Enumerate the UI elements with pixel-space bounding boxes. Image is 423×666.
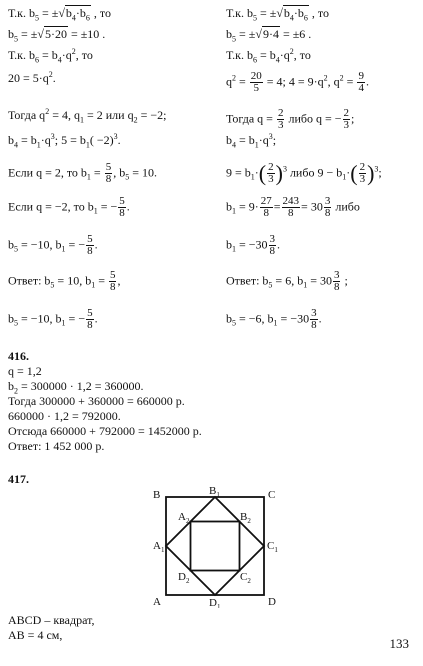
text: Тогда q bbox=[8, 108, 46, 122]
numerator: 20 bbox=[250, 70, 262, 82]
p416-line-2 bbox=[8, 379, 144, 396]
subscript: 6 bbox=[85, 13, 90, 23]
text: либо bbox=[335, 199, 360, 214]
text: = − bbox=[100, 199, 118, 214]
left-line-2: $b_5 = \pm√5\cdot 20 = \pm 10$ . bbox=[8, 27, 106, 44]
subscript: 1 bbox=[61, 244, 66, 254]
text: Ответ: b bbox=[226, 273, 269, 288]
superscript: 2 bbox=[232, 73, 236, 83]
fraction bbox=[269, 234, 277, 257]
text: , bbox=[117, 273, 121, 288]
subscript: 5 bbox=[34, 13, 39, 23]
right-line-2: $b_5 = \pm√9\cdot 4 = \pm 6$ . bbox=[226, 27, 312, 44]
text: q bbox=[226, 74, 232, 89]
fraction bbox=[343, 108, 351, 131]
left-line-4 bbox=[8, 71, 56, 85]
label-b2: $B_2$ bbox=[240, 511, 251, 525]
right-line-8 bbox=[226, 196, 360, 219]
right-line-11 bbox=[226, 308, 322, 331]
superscript: 3 bbox=[113, 132, 118, 141]
denominator: 8 bbox=[324, 207, 331, 219]
left-line-5 bbox=[8, 107, 167, 125]
p416-line-5: Отсюда 660000 + 792000 = 1452000 р. bbox=[8, 424, 202, 438]
text: b bbox=[226, 133, 232, 147]
denominator: 8 bbox=[119, 207, 125, 219]
subscript: 1 bbox=[91, 280, 96, 290]
denominator: 4 bbox=[358, 82, 364, 94]
text: ; bbox=[351, 111, 355, 126]
numerator: 2 bbox=[277, 107, 284, 119]
text: , то bbox=[293, 48, 311, 62]
subscript: 5 bbox=[252, 13, 257, 23]
text: = 6, b bbox=[275, 273, 304, 288]
numerator: 5 bbox=[119, 195, 125, 207]
text: = ±10 . bbox=[70, 27, 106, 41]
label-b: B bbox=[153, 489, 161, 501]
denominator: 3 bbox=[268, 173, 274, 185]
subscript: 2 bbox=[133, 115, 138, 125]
text: = ± bbox=[259, 6, 277, 20]
fraction bbox=[359, 162, 367, 185]
fraction bbox=[277, 108, 285, 131]
text: = bbox=[273, 199, 281, 214]
superscript: 3 bbox=[282, 164, 287, 174]
denominator: 8 bbox=[269, 245, 276, 257]
denominator: 8 bbox=[87, 319, 93, 331]
text: ( −2) bbox=[89, 133, 114, 147]
fraction bbox=[324, 196, 332, 219]
fraction bbox=[357, 71, 365, 94]
denominator: 8 bbox=[87, 245, 93, 257]
left-line-7 bbox=[8, 162, 157, 185]
text: Если q = −2, то b bbox=[8, 199, 94, 214]
text: , b bbox=[113, 165, 126, 180]
subscript: 1 bbox=[254, 140, 259, 150]
text: ; bbox=[344, 273, 348, 288]
p416-line-1: q = 1,2 bbox=[8, 364, 42, 378]
text: Если q = 2, то b bbox=[8, 165, 87, 180]
right-line-1: Т.к. $b_5 = \pm√b_4\cdot b_6$ , то bbox=[226, 6, 330, 23]
numerator: 3 bbox=[324, 195, 331, 207]
problem-title: 417. bbox=[8, 472, 29, 486]
subscript: 4 bbox=[14, 140, 18, 150]
text: , то bbox=[93, 6, 112, 20]
text: = 10, b bbox=[57, 273, 92, 288]
numerator: 3 bbox=[333, 269, 340, 281]
text: ·b bbox=[293, 6, 304, 20]
superscript: 2 bbox=[71, 47, 76, 56]
radicand: 5·20 bbox=[44, 27, 67, 41]
denominator: 8 bbox=[263, 207, 270, 219]
text: = b bbox=[21, 133, 37, 147]
text: = 300000 · 1,2 = 360000. bbox=[21, 379, 144, 393]
fraction bbox=[86, 234, 94, 257]
label-d1: $D_1$ bbox=[209, 597, 221, 608]
text: ·b bbox=[75, 6, 86, 20]
text: b bbox=[283, 6, 290, 20]
numerator: 5 bbox=[105, 161, 112, 173]
subscript: 1 bbox=[93, 206, 98, 216]
text: = −30 bbox=[280, 311, 310, 326]
denominator: 3 bbox=[277, 119, 284, 131]
p416-line-3: Тогда 300000 + 360000 = 660000 р. bbox=[8, 394, 185, 408]
fraction bbox=[267, 162, 275, 185]
text: 20 = 5·q bbox=[8, 71, 49, 85]
text: b bbox=[226, 199, 232, 214]
radicand bbox=[65, 5, 91, 23]
denominator: 8 bbox=[105, 173, 112, 185]
text: b bbox=[8, 379, 14, 393]
radicand: 9·4 bbox=[262, 27, 279, 41]
text: ·q bbox=[40, 133, 51, 147]
text: ; 5 = b bbox=[54, 133, 86, 147]
fraction bbox=[282, 196, 301, 219]
text: b bbox=[8, 27, 14, 41]
text: = −6, b bbox=[239, 311, 274, 326]
text: = 10. bbox=[132, 165, 157, 180]
left-line-9 bbox=[8, 234, 98, 257]
text: = −2; bbox=[140, 108, 167, 122]
fraction bbox=[109, 270, 117, 293]
numerator: 2 bbox=[343, 107, 350, 119]
subscript: 4 bbox=[275, 55, 280, 65]
left-paren: ( bbox=[350, 160, 358, 186]
text: b bbox=[8, 311, 14, 326]
left-line-10 bbox=[8, 270, 120, 293]
subscript: 2 bbox=[14, 386, 18, 396]
superscript: 2 bbox=[289, 47, 294, 56]
text: = − bbox=[68, 237, 86, 252]
text: . bbox=[117, 133, 121, 147]
text: , q bbox=[327, 74, 340, 89]
text: ·q bbox=[258, 133, 269, 147]
text: ; bbox=[272, 133, 277, 147]
radicand bbox=[283, 5, 309, 23]
numerator: 27 bbox=[260, 195, 272, 207]
denominator: 3 bbox=[343, 119, 350, 131]
text: · bbox=[254, 165, 259, 180]
text: b bbox=[226, 237, 232, 252]
text: = b bbox=[41, 48, 58, 62]
denominator: 8 bbox=[311, 319, 317, 331]
subscript: 4 bbox=[289, 13, 294, 23]
fraction bbox=[260, 196, 273, 219]
label-d: D bbox=[268, 596, 276, 608]
text: ·q bbox=[61, 48, 72, 62]
right-line-5 bbox=[226, 108, 354, 131]
text: = bbox=[239, 74, 246, 89]
text: . bbox=[277, 237, 281, 252]
subscript: 1 bbox=[303, 280, 308, 290]
subscript: 4 bbox=[232, 140, 236, 150]
denominator: 5 bbox=[253, 82, 260, 94]
subscript: 5 bbox=[50, 280, 55, 290]
text: = −10, b bbox=[21, 311, 62, 326]
denominator: 3 bbox=[359, 173, 366, 185]
subscript: 5 bbox=[232, 318, 236, 328]
text: = ±6 . bbox=[282, 27, 312, 41]
subscript: 1 bbox=[85, 140, 90, 150]
right-paren: ) bbox=[275, 160, 283, 186]
p417-line-2: AB = 4 см, bbox=[8, 628, 63, 642]
right-line-10 bbox=[226, 270, 348, 293]
right-paren: ) bbox=[367, 160, 375, 186]
numerator: 243 bbox=[282, 195, 300, 207]
text: . bbox=[94, 311, 98, 326]
fraction bbox=[86, 308, 94, 331]
text: ; bbox=[378, 165, 382, 180]
square-a2b2c2d2 bbox=[191, 522, 240, 571]
denominator: 8 bbox=[333, 281, 340, 293]
numerator: 5 bbox=[87, 307, 93, 319]
p417-line-1: ABCD – квадрат, bbox=[8, 613, 95, 627]
subscript: 6 bbox=[34, 55, 39, 65]
subscript: 6 bbox=[252, 55, 257, 65]
right-line-4 bbox=[226, 71, 369, 94]
subscript: 1 bbox=[61, 318, 66, 328]
subscript: 1 bbox=[273, 318, 278, 328]
text: 9 = b bbox=[226, 165, 251, 180]
text: = 9· bbox=[239, 199, 259, 214]
subscript: 4 bbox=[71, 13, 76, 23]
text: , то bbox=[75, 48, 93, 62]
subscript: 5 bbox=[232, 34, 236, 44]
fraction bbox=[310, 308, 318, 331]
label-a: A bbox=[153, 596, 161, 608]
text: Т.к. b bbox=[226, 48, 253, 62]
page-number: 133 bbox=[389, 636, 409, 651]
text: = ± bbox=[41, 6, 59, 20]
subscript: 1 bbox=[232, 244, 236, 254]
subscript: 6 bbox=[303, 13, 308, 23]
left-line-3 bbox=[8, 47, 93, 65]
text: . bbox=[126, 199, 130, 214]
text: = −10, b bbox=[21, 237, 62, 252]
fraction bbox=[118, 196, 126, 219]
subscript: 5 bbox=[268, 280, 273, 290]
label-b1: $B_1$ bbox=[209, 485, 220, 499]
left-paren: ( bbox=[258, 160, 267, 186]
text: = 30 bbox=[301, 199, 323, 214]
text: = bbox=[346, 74, 354, 89]
subscript: 1 bbox=[250, 172, 255, 182]
subscript: 1 bbox=[86, 172, 91, 182]
text: , то bbox=[311, 6, 330, 20]
text: = b bbox=[239, 133, 255, 147]
label-c2: $C_2$ bbox=[240, 571, 251, 585]
superscript: 2 bbox=[45, 107, 50, 116]
right-line-9 bbox=[226, 234, 280, 257]
text: ·q bbox=[279, 48, 290, 62]
label-a1: $A_1$ bbox=[153, 540, 165, 554]
text: . bbox=[365, 74, 369, 89]
fraction bbox=[333, 270, 341, 293]
superscript: 3 bbox=[50, 132, 55, 141]
text: = −30 bbox=[239, 237, 268, 252]
label-a2: $A_2$ bbox=[178, 511, 190, 525]
subscript: 5 bbox=[14, 318, 18, 328]
superscript: 3 bbox=[268, 132, 273, 141]
text: = 4; 4 = 9·q bbox=[266, 74, 324, 89]
left-line-1: Т.к. $b_5 = \pm√b_4\cdot b_6$ , то bbox=[8, 6, 112, 23]
text: . bbox=[52, 71, 56, 85]
superscript: 2 bbox=[339, 73, 344, 83]
text: Т.к. b bbox=[8, 6, 35, 20]
text: b bbox=[226, 311, 232, 326]
fraction bbox=[250, 71, 263, 94]
square-diagram bbox=[150, 484, 290, 608]
superscript: 2 bbox=[48, 70, 53, 79]
problem-title: 416. bbox=[8, 349, 29, 363]
text: Т.к. b bbox=[8, 48, 35, 62]
superscript: 3 bbox=[374, 164, 379, 174]
right-line-7 bbox=[226, 162, 382, 185]
numerator: 5 bbox=[109, 269, 116, 281]
right-line-3 bbox=[226, 47, 311, 65]
numerator: 9 bbox=[358, 70, 364, 82]
denominator: 8 bbox=[109, 281, 116, 293]
text: . bbox=[318, 311, 322, 326]
left-line-6 bbox=[8, 132, 121, 150]
text: b bbox=[65, 6, 72, 20]
fraction bbox=[105, 162, 113, 185]
text: = 4, q bbox=[52, 108, 80, 122]
subscript: 5 bbox=[14, 34, 18, 44]
text: = b bbox=[259, 48, 276, 62]
text: = bbox=[98, 273, 105, 288]
text: = − bbox=[68, 311, 86, 326]
text: Т.к. b bbox=[226, 6, 253, 20]
subscript: 1 bbox=[36, 140, 41, 150]
subscript: 5 bbox=[125, 172, 130, 182]
numerator: 2 bbox=[359, 161, 366, 173]
p416-line-6: Ответ: 1 452 000 р. bbox=[8, 439, 105, 453]
numerator: 5 bbox=[87, 233, 93, 245]
numerator: 3 bbox=[311, 307, 317, 319]
superscript: 2 bbox=[323, 73, 328, 83]
left-line-11 bbox=[8, 308, 98, 331]
subscript: 1 bbox=[342, 172, 347, 182]
text: b bbox=[8, 133, 14, 147]
text: либо q = − bbox=[288, 111, 342, 126]
numerator: 3 bbox=[269, 233, 276, 245]
label-d2: $D_2$ bbox=[178, 571, 190, 585]
text: Ответ: b bbox=[8, 273, 51, 288]
text: b bbox=[226, 27, 232, 41]
text: = ± bbox=[239, 27, 256, 41]
subscript: 1 bbox=[232, 206, 236, 216]
text: = 2 или q bbox=[86, 108, 134, 122]
subscript: 4 bbox=[57, 55, 62, 65]
left-line-8 bbox=[8, 196, 130, 219]
right-line-6 bbox=[226, 132, 277, 150]
text: = 30 bbox=[310, 273, 332, 288]
text: · bbox=[346, 165, 351, 180]
text: либо 9 − b bbox=[289, 165, 343, 180]
text: Тогда q = bbox=[226, 111, 273, 126]
p416-line-4: 660000 · 1,2 = 792000. bbox=[8, 409, 121, 423]
subscript: 1 bbox=[79, 115, 84, 125]
subscript: 5 bbox=[14, 244, 18, 254]
text: = ± bbox=[21, 27, 38, 41]
label-c: C bbox=[268, 489, 276, 501]
denominator: 8 bbox=[288, 207, 294, 219]
numerator: 2 bbox=[268, 161, 274, 173]
label-c1: $C_1$ bbox=[267, 540, 278, 554]
text: b bbox=[8, 237, 14, 252]
text: . bbox=[94, 237, 98, 252]
text: = bbox=[93, 165, 101, 180]
